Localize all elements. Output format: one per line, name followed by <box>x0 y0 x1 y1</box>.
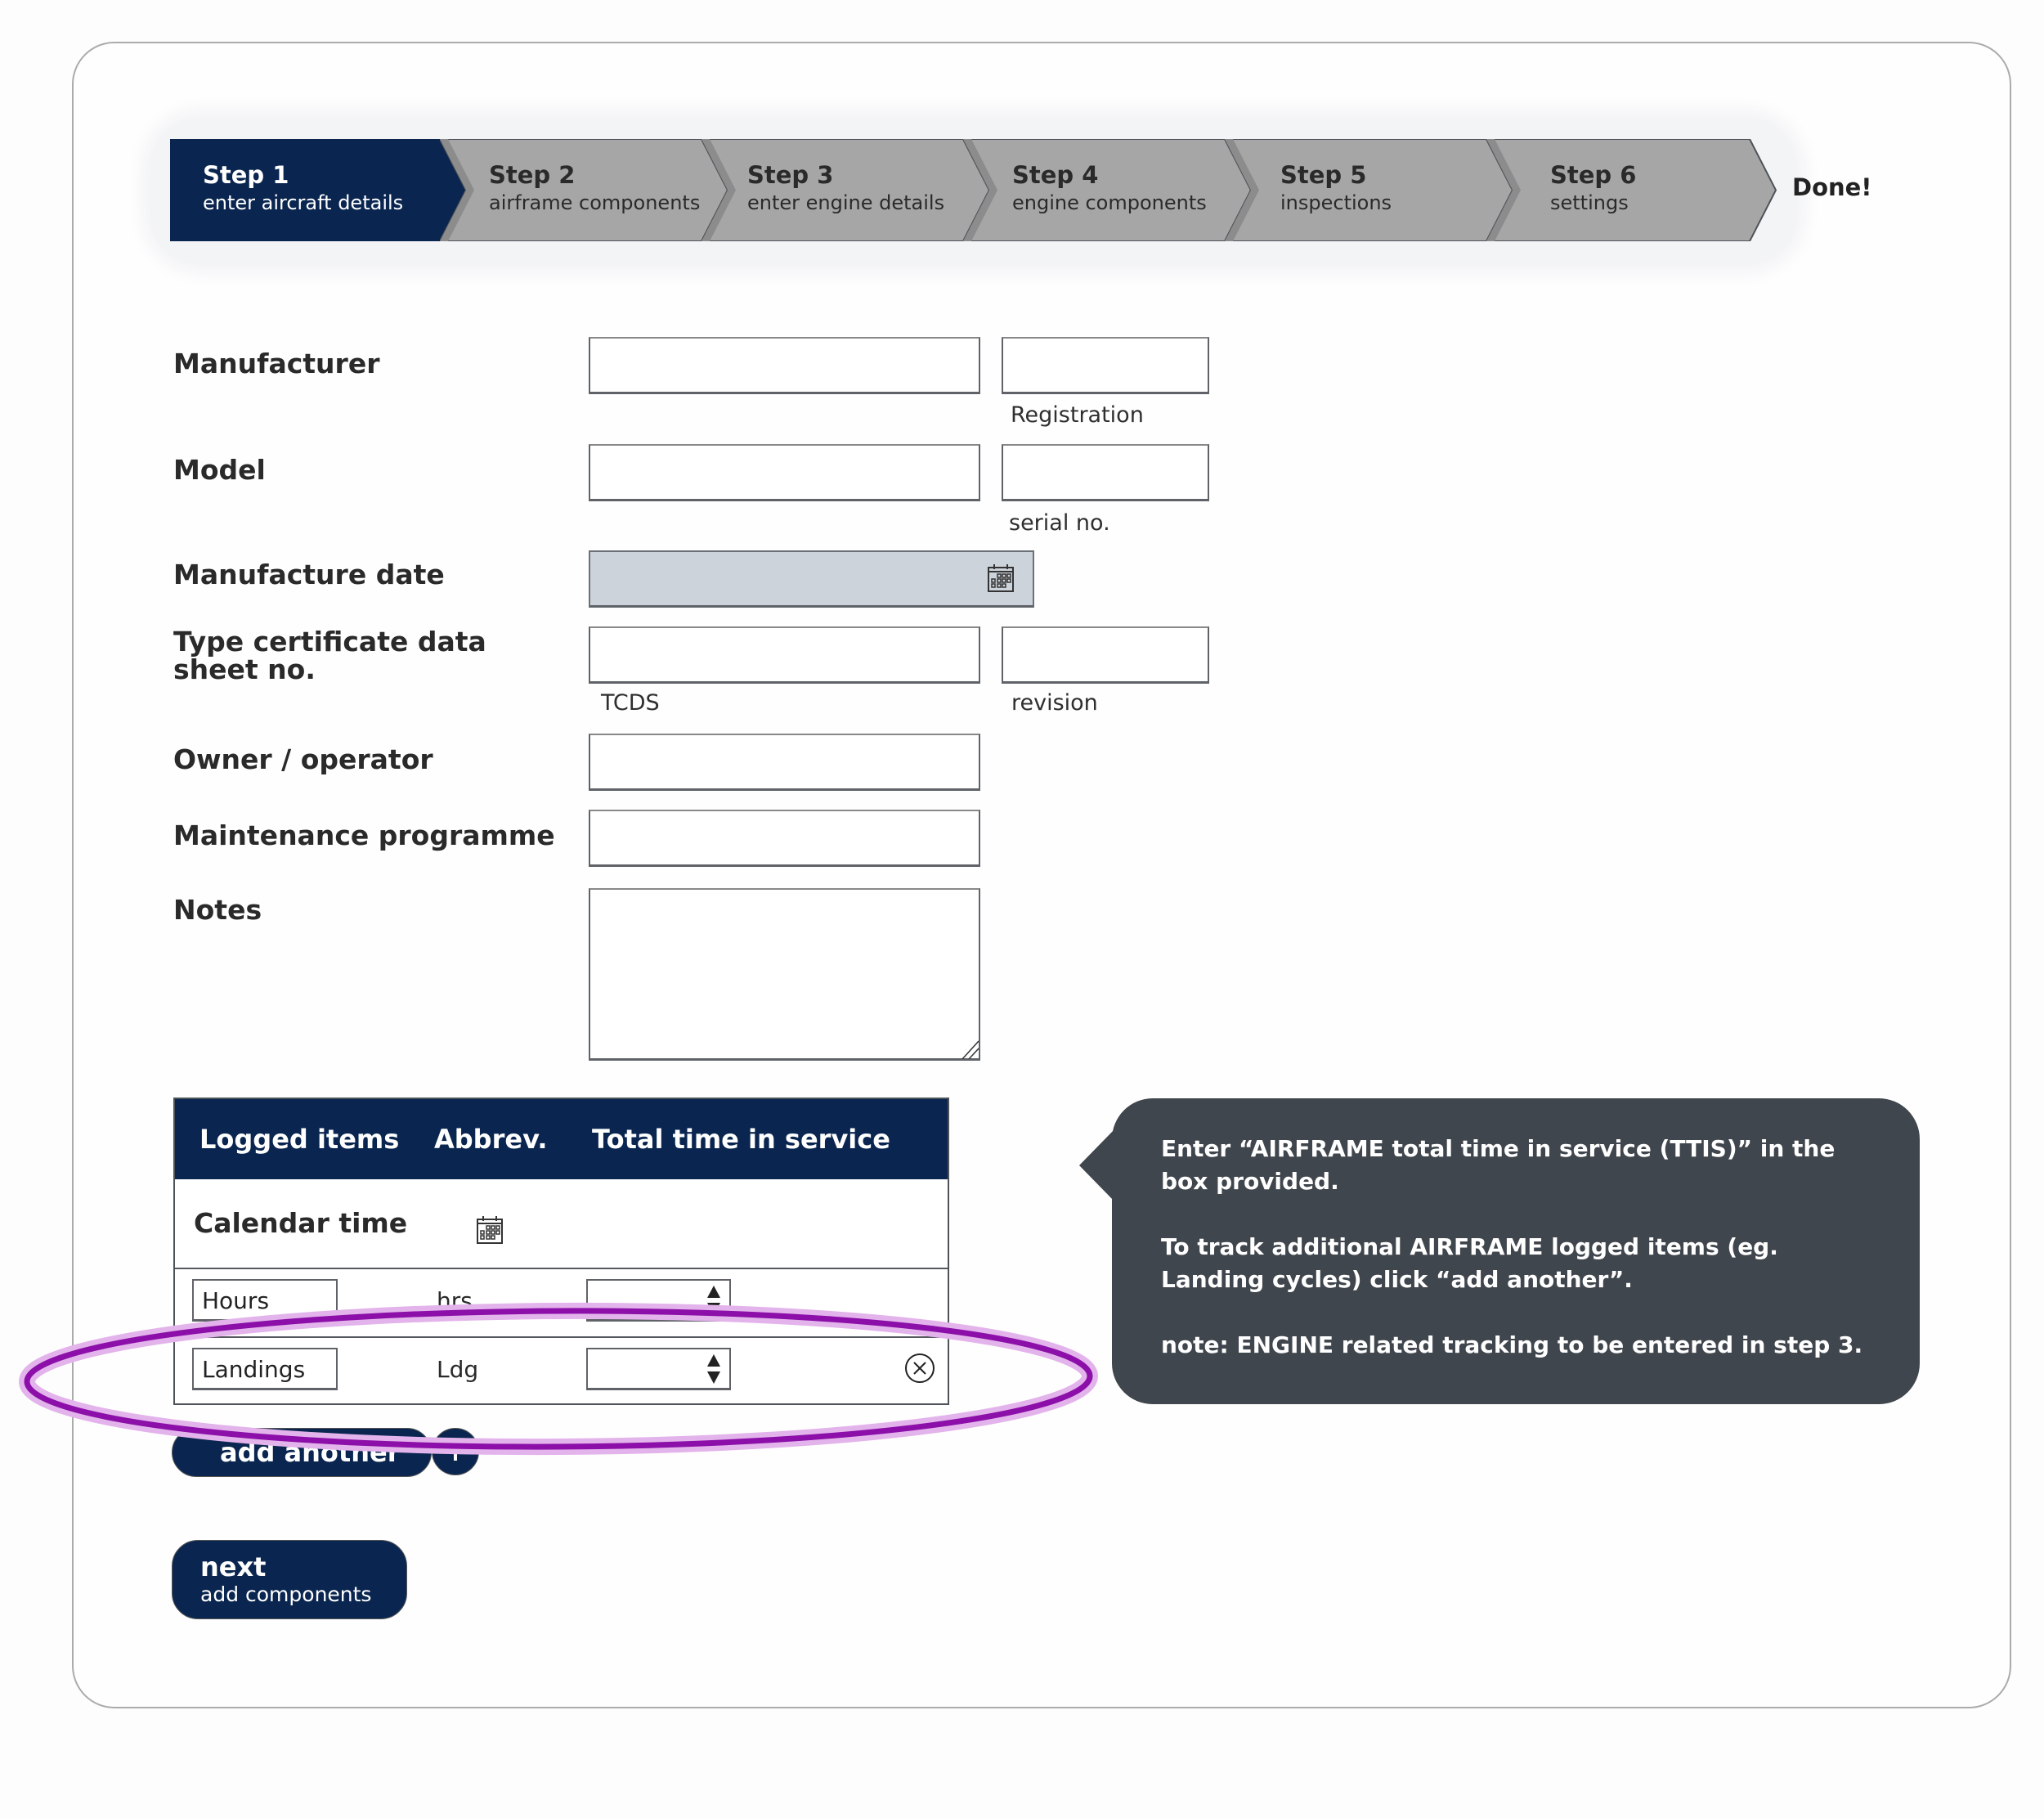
add-another-button[interactable]: add another <box>172 1428 432 1477</box>
logged-item-abbrev: hrs <box>437 1287 473 1314</box>
serial-no-label: serial no. <box>1009 510 1110 536</box>
header-abbrev: Abbrev. <box>434 1124 548 1155</box>
table-header <box>175 1099 948 1179</box>
next-button[interactable] <box>172 1540 407 1619</box>
model-input[interactable] <box>589 444 980 501</box>
table-row-landings <box>175 1336 948 1405</box>
step-1[interactable] <box>170 139 474 241</box>
owner-operator-label: Owner / operator <box>173 743 433 775</box>
manufacture-date-label: Manufacture date <box>173 559 445 590</box>
step-2-subtitle: airframe components <box>489 191 701 214</box>
next-button-title: next <box>200 1551 267 1582</box>
registration-input[interactable] <box>1002 337 1209 394</box>
step-3-title: Step 3 <box>747 161 834 189</box>
calendar-time-label: Calendar time <box>194 1207 408 1239</box>
next-button-subtitle: add components <box>200 1582 372 1606</box>
logged-items-table <box>173 1098 949 1405</box>
header-logged-items: Logged items <box>199 1124 400 1155</box>
manufacture-date-input[interactable] <box>589 550 1034 608</box>
model-label: Model <box>173 454 266 486</box>
logged-item-name-input[interactable]: Landings <box>192 1348 338 1390</box>
ttis-stepper-input[interactable] <box>586 1348 731 1390</box>
logged-item-abbrev: Ldg <box>437 1356 479 1383</box>
ttis-stepper-input[interactable] <box>586 1279 731 1322</box>
tooltip-paragraph: Enter “AIRFRAME total time in service (TTIS)” in the box provided. <box>1161 1135 1836 1195</box>
calendar-icon[interactable] <box>987 563 1015 593</box>
add-plus-button[interactable]: + <box>432 1428 479 1475</box>
maintenance-programme-input[interactable] <box>589 810 980 867</box>
notes-textarea[interactable] <box>589 888 980 1061</box>
step-5-title: Step 5 <box>1280 161 1367 189</box>
registration-label: Registration <box>1011 402 1144 428</box>
step-6-title: Step 6 <box>1550 161 1637 189</box>
step-2-title: Step 2 <box>489 161 576 189</box>
revision-label: revision <box>1011 690 1098 716</box>
serial-no-input[interactable] <box>1002 444 1209 501</box>
table-row-hours <box>175 1268 948 1338</box>
step-3-subtitle: enter engine details <box>747 191 945 214</box>
step-3[interactable] <box>702 139 989 241</box>
tooltip-paragraph: note: ENGINE related tracking to be entered in step 3. <box>1161 1331 1863 1358</box>
notes-label: Notes <box>173 894 262 926</box>
owner-operator-input[interactable] <box>589 734 980 791</box>
stepper <box>0 0 2044 294</box>
remove-row-close-icon[interactable] <box>904 1353 935 1384</box>
step-1-title: Step 1 <box>203 161 289 189</box>
calendar-icon[interactable] <box>476 1215 504 1245</box>
step-4-subtitle: engine components <box>1012 191 1207 214</box>
revision-input[interactable] <box>1002 626 1209 684</box>
notes-wrapper <box>589 888 980 1061</box>
step-6-subtitle: settings <box>1550 191 1629 214</box>
tcds-input[interactable] <box>589 626 980 684</box>
help-tooltip <box>1112 1098 1920 1404</box>
step-4[interactable] <box>963 139 1251 241</box>
step-5[interactable] <box>1225 139 1513 241</box>
step-4-title: Step 4 <box>1012 161 1099 189</box>
step-5-subtitle: inspections <box>1280 191 1392 214</box>
tooltip-paragraph: To track additional AIRFRAME logged items (eg. Landing cycles) click “add another”. <box>1161 1233 1778 1293</box>
tcds-sublabel: TCDS <box>601 690 660 716</box>
step-6[interactable] <box>1486 139 1781 241</box>
tooltip-arrow <box>1079 1129 1115 1202</box>
logged-item-name-input[interactable]: Hours <box>192 1279 338 1322</box>
spinner-arrows-icon[interactable] <box>706 1353 721 1385</box>
manufacturer-input[interactable] <box>589 337 980 394</box>
maintenance-programme-label: Maintenance programme <box>173 819 555 851</box>
header-ttis: Total time in service <box>592 1124 890 1155</box>
calendar-time-row <box>175 1179 948 1269</box>
manufacturer-label: Manufacturer <box>173 348 380 379</box>
step-done-label: Done! <box>1792 173 1872 201</box>
tcds-label: Type certificate data sheet no. <box>173 626 486 685</box>
spinner-arrows-icon[interactable] <box>706 1284 721 1317</box>
step-2[interactable] <box>440 139 728 241</box>
resize-grip-icon[interactable] <box>957 1038 979 1059</box>
step-1-subtitle: enter aircraft details <box>203 191 404 214</box>
